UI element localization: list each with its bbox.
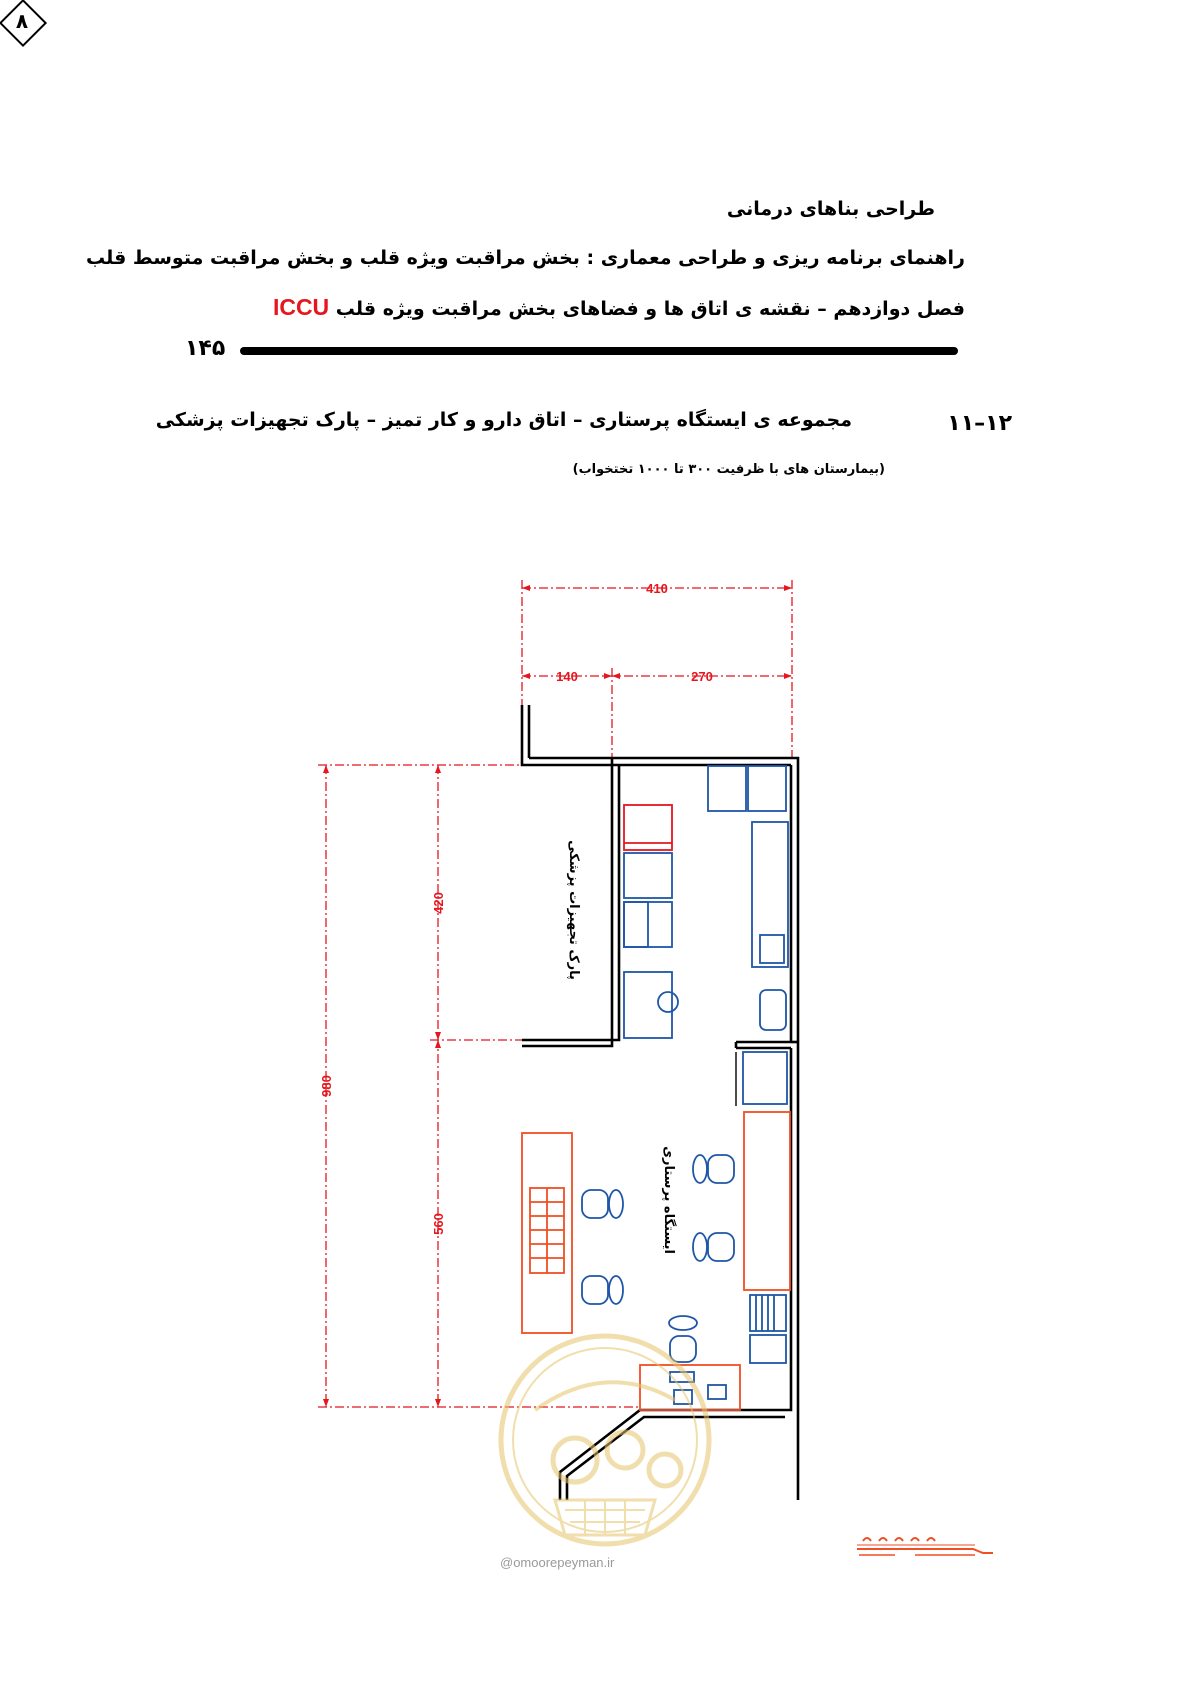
figure-number: ۱۲–۱۱ [947, 411, 1012, 436]
dimension-ticks [323, 585, 792, 1407]
chapter-accent: ICCU [272, 294, 330, 320]
room-label-equipment-park: پارک تجهیزات پزشکی [566, 840, 581, 980]
drug-room-red-unit [624, 805, 672, 850]
page-number: ۱۴۵ [185, 336, 226, 361]
watermark-seal [495, 1330, 715, 1550]
guide-title: راهنمای برنامه ریزی و طراحی معماری : بخش مراقبت ویژه قلب و بخش مراقبت متوسط قلب [85, 247, 965, 269]
figure-title: مجموعه ی ایستگاه پرستاری – اتاق دارو و کار تمیز – پارک تجهیزات پزشکی [155, 409, 852, 431]
dimension-lines [318, 580, 792, 1407]
dim-total-depth: 980 [319, 1075, 334, 1097]
figure-subtitle: (بیمارستان های با ظرفیت ۳۰۰ تا ۱۰۰۰ تختخواب) [572, 462, 885, 477]
room-label-nursing-station: ایستگاه پرستاری [661, 1146, 676, 1254]
series-title: طراحی بناهای درمانی [726, 198, 935, 220]
chapter-title-text: فصل دوازدهم – نقشه ی اتاق ها و فضاهای بخش مراقبت ویژه قلب [335, 298, 965, 320]
series-number: ۸ [15, 9, 29, 33]
dim-upper-depth: 420 [431, 892, 446, 914]
dim-right-width: 270 [691, 669, 713, 684]
dim-total-width: 410 [646, 581, 668, 596]
dim-lower-depth: 560 [431, 1213, 446, 1235]
watermark-url: @omoorepeyman.ir [500, 1555, 615, 1570]
dim-left-width: 140 [556, 669, 578, 684]
drug-room-furniture [624, 766, 788, 1104]
publisher-logo [855, 1535, 995, 1561]
